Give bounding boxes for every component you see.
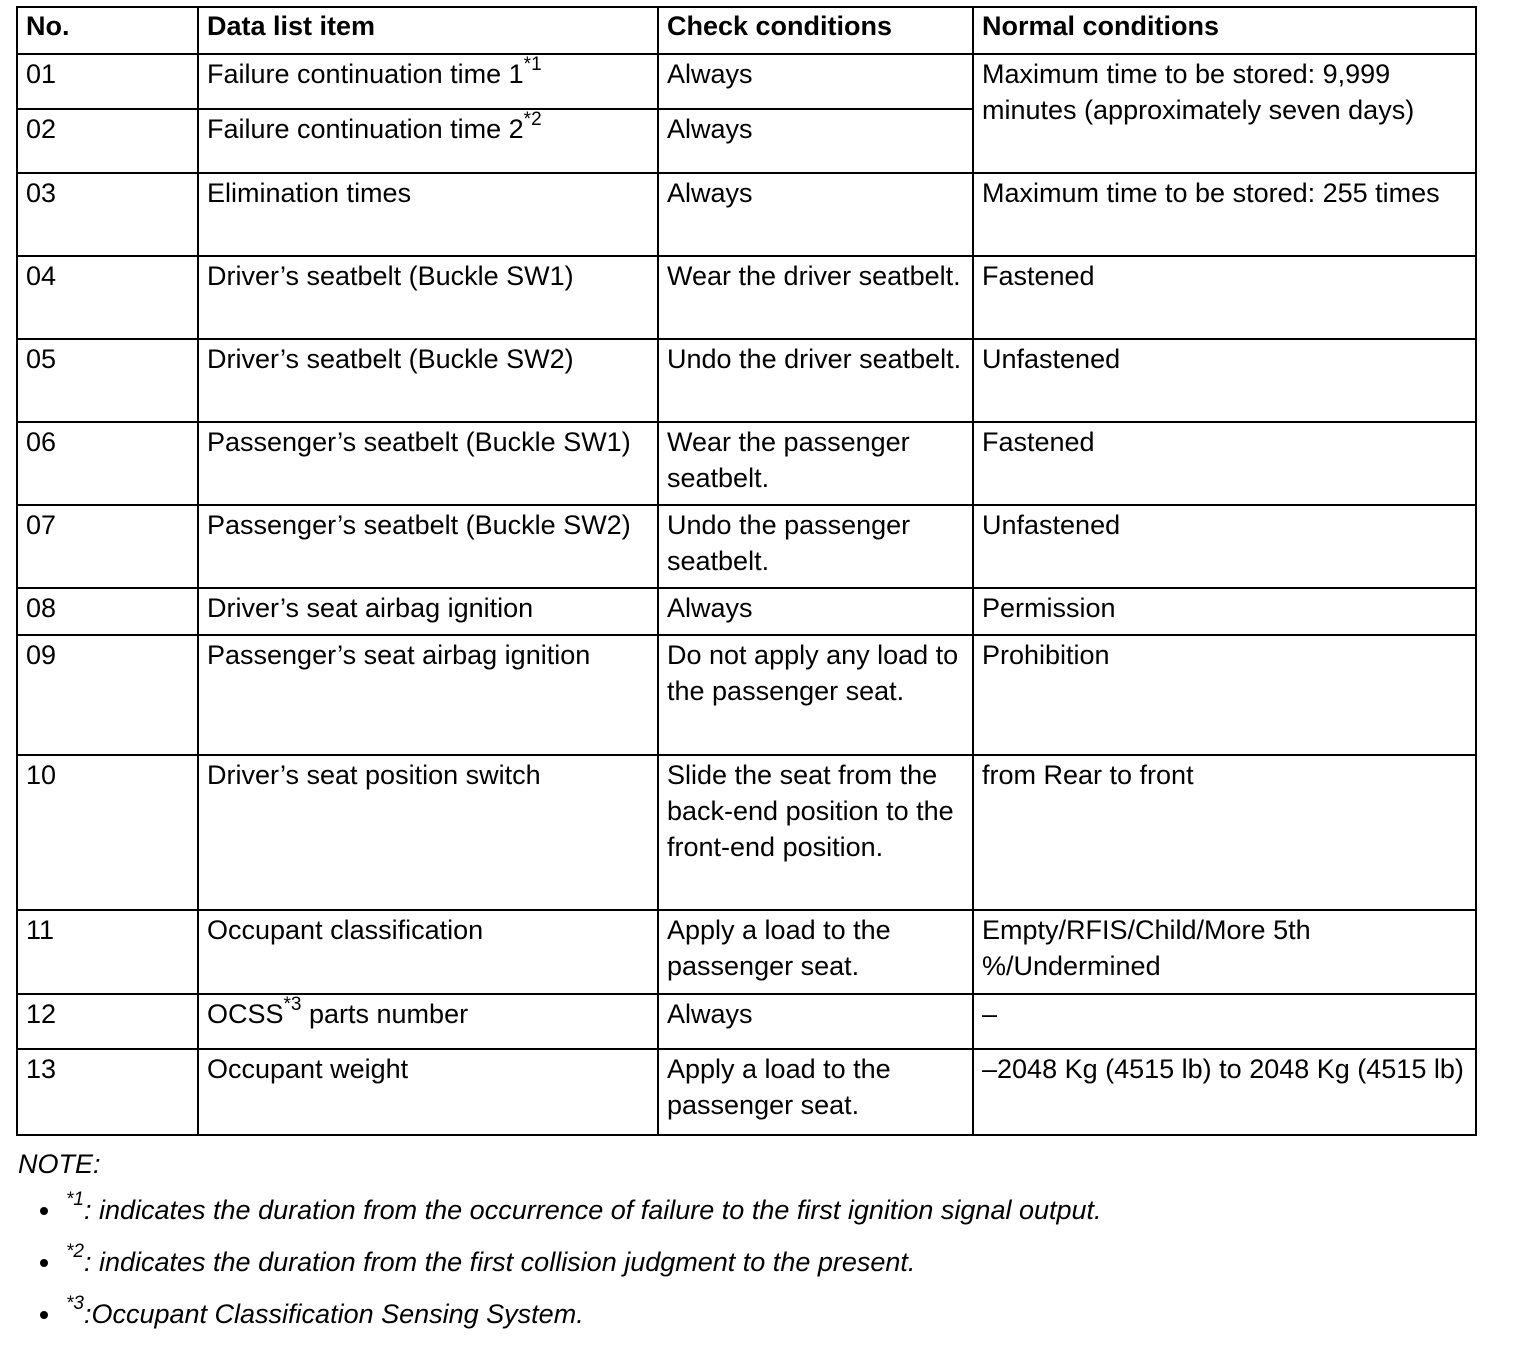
row-check: Apply a load to the passenger seat. bbox=[658, 1049, 973, 1135]
row-item: Occupant classification bbox=[198, 910, 658, 994]
row-check: Wear the driver seatbelt. bbox=[658, 256, 973, 339]
row-check: Apply a load to the passenger seat. bbox=[658, 910, 973, 994]
row-no: 05 bbox=[17, 339, 198, 422]
note-title: NOTE: bbox=[18, 1149, 101, 1179]
note-footnote-mark: *1 bbox=[66, 1189, 84, 1210]
row-item: Passenger’s seatbelt (Buckle SW2) bbox=[198, 505, 658, 588]
table-row bbox=[17, 994, 1476, 1049]
row-normal: Maximum time to be stored: 9,999 minutes (approximately seven days) bbox=[973, 54, 1476, 173]
data-list-table bbox=[16, 6, 1477, 1136]
header-no: No. bbox=[17, 7, 198, 54]
row-no: 03 bbox=[17, 173, 198, 256]
row-normal: Empty/RFIS/Child/More 5th %/Undermined bbox=[973, 910, 1476, 994]
row-no: 06 bbox=[17, 422, 198, 505]
list-item bbox=[18, 1184, 1102, 1236]
row-normal: Unfastened bbox=[973, 505, 1476, 588]
row-normal: – bbox=[973, 994, 1476, 1049]
row-check: Undo the passenger seatbelt. bbox=[658, 505, 973, 588]
list-item bbox=[18, 1288, 1102, 1340]
header-data-list-item: Data list item bbox=[198, 7, 658, 54]
row-item: Failure continuation time 1$^{*1}$ bbox=[198, 54, 658, 109]
bullet-icon bbox=[40, 1259, 48, 1267]
table-row bbox=[17, 755, 1476, 910]
header-check-conditions: Check conditions bbox=[658, 7, 973, 54]
row-item: Driver’s seat position switch bbox=[198, 755, 658, 910]
table-row bbox=[17, 1049, 1476, 1135]
note-text: : indicates the duration from the first collision judgment to the present. bbox=[83, 1247, 916, 1277]
table-row bbox=[17, 339, 1476, 422]
row-item: Driver’s seatbelt (Buckle SW1) bbox=[198, 256, 658, 339]
row-item: Driver’s seat airbag ignition bbox=[198, 588, 658, 635]
row-no: 09 bbox=[17, 635, 198, 755]
table-row bbox=[17, 256, 1476, 339]
row-no: 01 bbox=[17, 54, 198, 109]
list-item bbox=[18, 1236, 1102, 1288]
table-row bbox=[17, 505, 1476, 588]
bullet-icon bbox=[40, 1311, 48, 1319]
note-text: :Occupant Classification Sensing System. bbox=[83, 1299, 584, 1329]
row-no: 02 bbox=[17, 109, 198, 173]
table-row bbox=[17, 910, 1476, 994]
row-no: 07 bbox=[17, 505, 198, 588]
note-footnote-mark: *3 bbox=[66, 1293, 84, 1314]
row-no: 10 bbox=[17, 755, 198, 910]
row-no: 12 bbox=[17, 994, 198, 1049]
row-check: Do not apply any load to the passenger seat. bbox=[658, 635, 973, 755]
row-normal: Fastened bbox=[973, 422, 1476, 505]
note-footnote-mark: *2 bbox=[66, 1241, 84, 1262]
row-item: Elimination times bbox=[198, 173, 658, 256]
bullet-icon bbox=[40, 1207, 48, 1215]
row-no: 04 bbox=[17, 256, 198, 339]
row-item: OCSS$^{*3}$ parts number bbox=[198, 994, 658, 1049]
notes-section bbox=[18, 1144, 1102, 1340]
table-row bbox=[17, 635, 1476, 755]
row-item: Passenger’s seatbelt (Buckle SW1) bbox=[198, 422, 658, 505]
row-normal: –2048 Kg (4515 lb) to 2048 Kg (4515 lb) bbox=[973, 1049, 1476, 1135]
row-check: Wear the passenger seatbelt. bbox=[658, 422, 973, 505]
row-item: Passenger’s seat airbag ignition bbox=[198, 635, 658, 755]
row-no: 11 bbox=[17, 910, 198, 994]
row-check: Undo the driver seatbelt. bbox=[658, 339, 973, 422]
header-normal-conditions: Normal conditions bbox=[973, 7, 1476, 54]
note-list bbox=[18, 1184, 1102, 1340]
row-item: Failure continuation time 2$^{*2}$ bbox=[198, 109, 658, 173]
table-header-row bbox=[17, 7, 1476, 54]
table-row bbox=[17, 54, 1476, 109]
row-item: Driver’s seatbelt (Buckle SW2) bbox=[198, 339, 658, 422]
row-item: Occupant weight bbox=[198, 1049, 658, 1135]
row-check: Slide the seat from the back-end position to the front-end position. bbox=[658, 755, 973, 910]
note-text: : indicates the duration from the occurrence of failure to the first ignition signal output. bbox=[83, 1195, 1102, 1225]
row-no: 08 bbox=[17, 588, 198, 635]
row-check: Always bbox=[658, 994, 973, 1049]
row-normal: Permission bbox=[973, 588, 1476, 635]
row-normal: Prohibition bbox=[973, 635, 1476, 755]
table-row bbox=[17, 422, 1476, 505]
row-check: Always bbox=[658, 588, 973, 635]
row-normal: Fastened bbox=[973, 256, 1476, 339]
row-check: Always bbox=[658, 54, 973, 109]
row-normal: from Rear to front bbox=[973, 755, 1476, 910]
table-row bbox=[17, 588, 1476, 635]
row-check: Always bbox=[658, 173, 973, 256]
row-no: 13 bbox=[17, 1049, 198, 1135]
row-normal: Maximum time to be stored: 255 times bbox=[973, 173, 1476, 256]
row-normal: Unfastened bbox=[973, 339, 1476, 422]
row-check: Always bbox=[658, 109, 973, 173]
table-row bbox=[17, 173, 1476, 256]
